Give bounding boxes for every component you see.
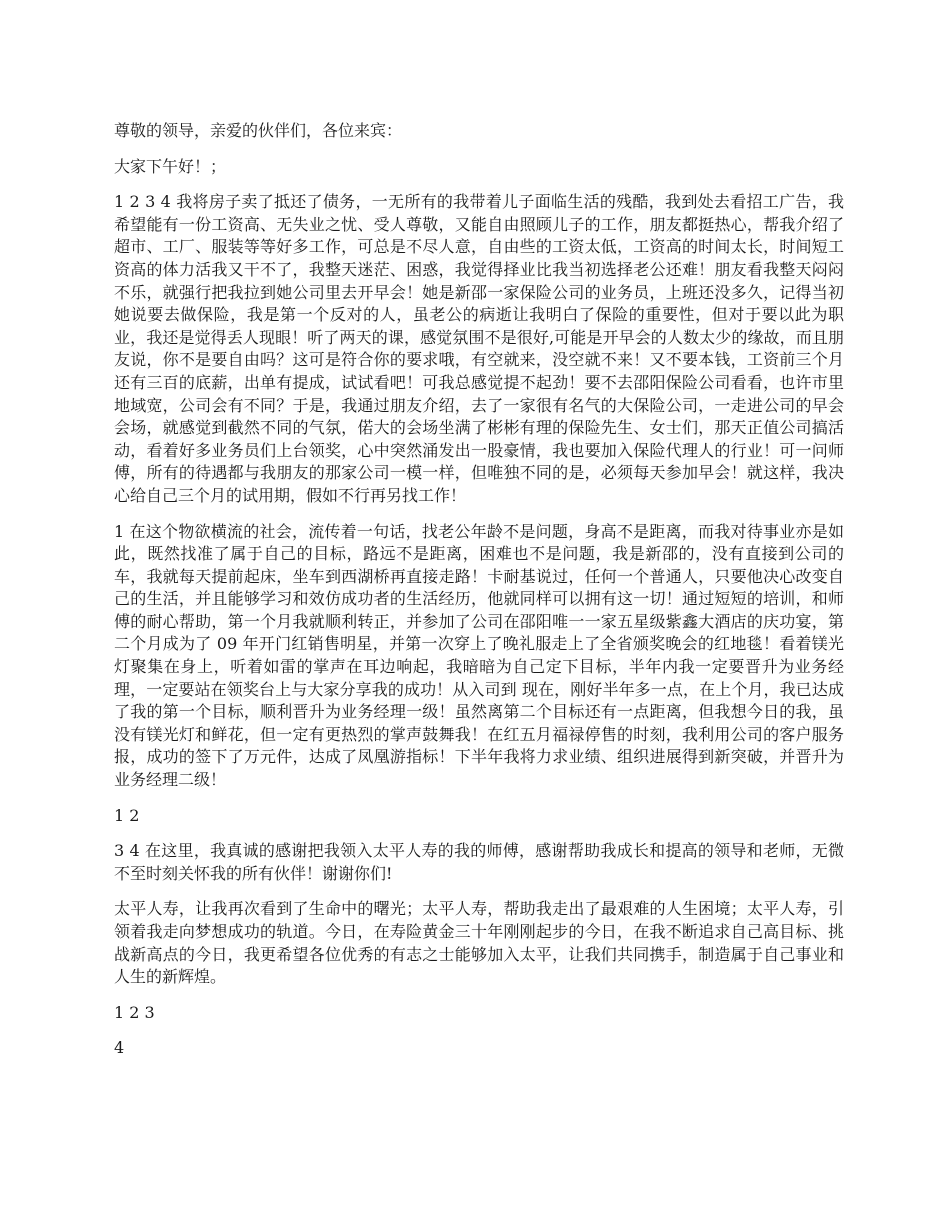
numbering-line: 1 2 3 — [114, 1002, 155, 1022]
greeting: 大家下午好！； — [114, 156, 227, 176]
paragraph-closing: 太平人寿，让我再次看到了生命中的曙光；太平人寿，帮助我走出了最艰难的人生困境；太平人寿，引领着我走向梦想成功的轨道。今日，在寿险黄金三十年刚刚起步的今日，在我不断追求自己高目标、挑战新高点的今日，我更希望各位优秀的有志之士能够加入太平，让我们共同携手，制造属于自己事业和人生的新辉煌。 — [114, 899, 844, 987]
paragraph-career-growth: 1 在这个物欲横流的社会，流传着一句话，找老公年龄不是问题，身高不是距离，而我对待事业亦是如此，既然找准了属于自己的目标，路远不是距离，困难也不是问题，我是新邵的，没有直接到公司的车，我就每天提前起床，坐车到西湖桥再直接走路！卡耐基说过，任何一个普通人，只要他决心改变自己的生活，并且能够学习和效仿成功者的生活经历，他就同样可以拥有这一切！通过短短的培训，和师傅的耐心帮助，第一个月我就顺利转正，并参加了公司在邵阳唯一一家五星级紫鑫大酒店的庆功宴，第二个月成为了 09 年开门红销售明星，并第一次穿上了晚礼服走上了全省颁奖晚会的红地毯！看着镁光灯聚集在身上，听着如雷的掌声在耳边响起，我暗暗为自己定下目标，半年内我一定要晋升为业务经理，一定要站在领奖台上与大家分享我的成功！从入司到 现在，刚好半年多一点，在上个月，我已达成了我的第一个目标，顺利晋升为业务经理一级！虽然离第二个目标还有一点距离，但我想今日的我，虽没有镁光灯和鲜花，但一定有更热烈的掌声鼓舞我！在红五月福禄停售的时刻，我利用公司的客户服务报，成功的签下了万元件，达成了凤凰游指标！下半年我将力求业绩、组织进展得到新突破，并晋升为业务经理二级！ — [114, 521, 844, 790]
numbering-line: 1 2 — [114, 805, 140, 825]
document-body — [114, 120, 844, 1073]
paragraph-story-start: 1 2 3 4 我将房子卖了抵还了债务，一无所有的我带着儿子面临生活的残酷，我到处去看招工广告，我希望能有一份工资高、无失业之忧、受人尊敬，又能自由照顾儿子的工作，朋友都挺热心，帮我介绍了超市、工厂、服装等等好多工作，可总是不尽人意，自由些的工资太低，工资高的时间太长，时间短工资高的体力活我又干不了，我整天迷茫、困惑，我觉得择业比我当初选择老公还难！朋友看我整天闷闷不乐，就强行把我拉到她公司里去开早会！她是新邵一家保险公司的业务员，上班还没多久，记得当初她说要去做保险，我是第一个反对的人，虽老公的病逝让我明白了保险的重要性，但对于要以此为职业，我还是觉得丢人现眼！听了两天的课，感觉氛围不是很好,可能是开早会的人数太少的缘故，而且朋友说，你不是要自由吗？这可是符合你的要求哦，有空就来，没空就不来！又不要本钱，工资前三个月还有三百的底薪，出单有提成，试试看吧！可我总感觉提不起劲！要不去邵阳保险公司看看，也许市里地域宽，公司会有不同？于是，我通过朋友介绍，去了一家很有名气的大保险公司，一走进公司的早会会场，就感觉到截然不同的气氛，偌大的会场坐满了彬彬有理的保险先生、女士们，那天正值公司搞活动，看着好多业务员们上台领奖，心中突然涌发出一股豪情，我也要加入保险代理人的行业！可一问师傅，所有的待遇都与我朋友的那家公司一模一样，但唯独不同的是，必须每天参加早会！就这样，我决心给自己三个月的试用期，假如不行再另找工作！ — [114, 192, 844, 505]
paragraph-thanks: 3 4 在这里，我真诚的感谢把我领入太平人寿的我的师傅，感谢帮助我成长和提高的领导和老师，无微不至时刻关怀我的所有伙伴！谢谢你们! — [114, 841, 844, 883]
salutation: 尊敬的领导，亲爱的伙伴们，各位来宾： — [114, 121, 403, 140]
numbering-line: 4 — [114, 1038, 125, 1058]
